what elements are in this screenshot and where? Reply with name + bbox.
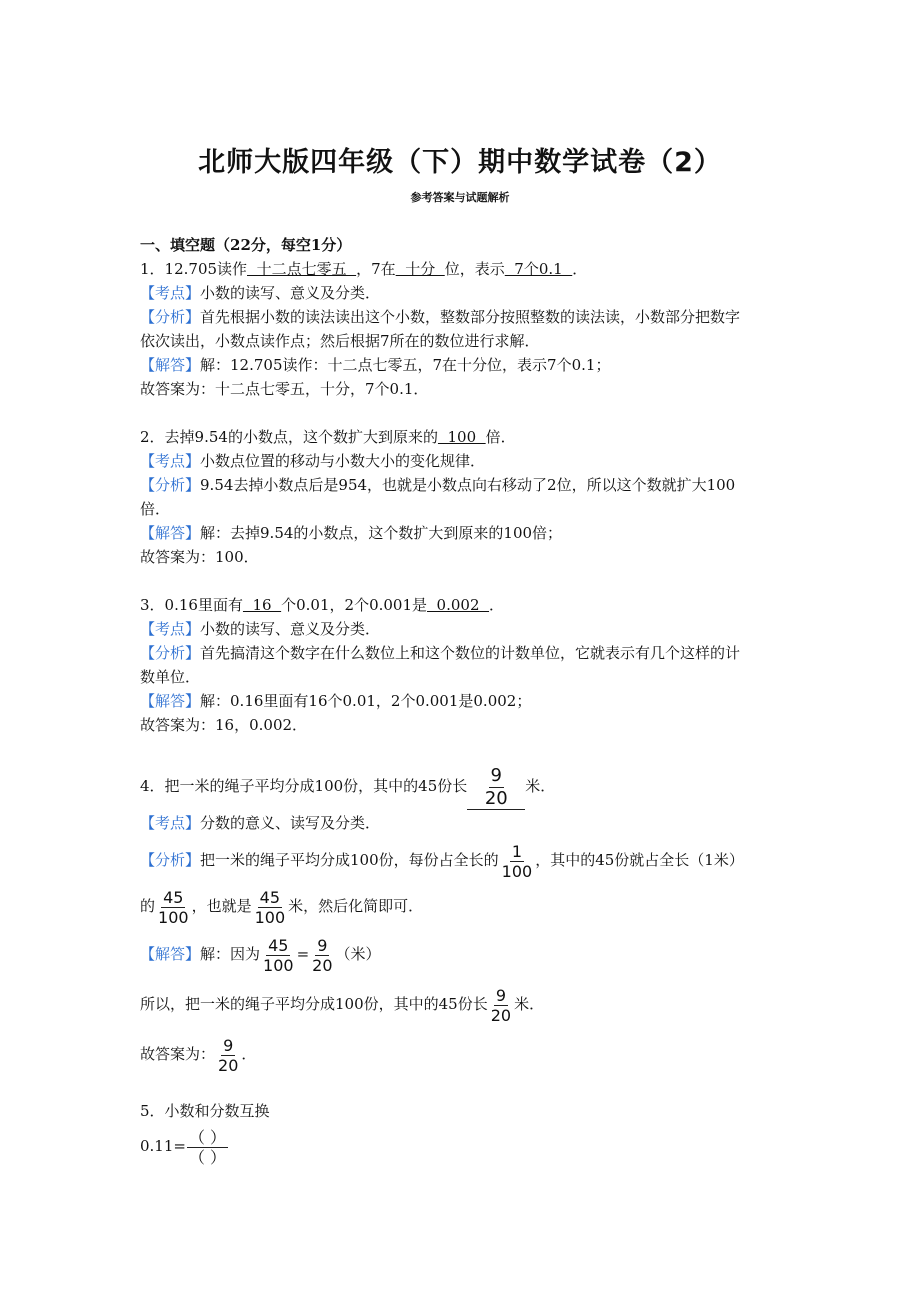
kaodian-line: 【考点】小数的读写、意义及分类． <box>140 620 381 638</box>
fraction: $\frac{9}{20}$ <box>490 985 512 1025</box>
fenxi-line: 【分析】9.54去掉小数点后是954，也就是小数点向右移动了2位，所以这个数就扩大100 <box>140 476 736 494</box>
fenxi-tag: 【分析】 <box>140 308 201 326</box>
fenxi-line: 【分析】首先搞清这个数字在什么数位上和这个数位的计数单位，它就表示有几个这样的计 <box>140 644 741 662</box>
jieda-line: 【解答】解：去掉9.54的小数点，这个数扩大到原来的100倍； <box>140 524 563 542</box>
jieda-tag: 【解答】 <box>140 356 201 374</box>
kaodian-tag: 【考点】 <box>140 452 201 470</box>
fraction: $\frac{45}{100}$ <box>254 887 286 927</box>
fraction: $\frac{9}{20}$ <box>218 1035 239 1075</box>
question-4: 4．把一米的绳子平均分成100份，其中的45份长 $\frac{9}{20}$ 米． <box>140 764 556 809</box>
jieda-tag: 【解答】 <box>140 524 201 542</box>
page-subtitle: 参考答案与试题解析 <box>410 191 510 204</box>
fenxi-line-cont: 倍． <box>140 500 171 518</box>
answer-blank <box>467 764 525 810</box>
kaodian-line: 【考点】分数的意义、读写及分类． <box>140 814 381 832</box>
kaodian-line: 【考点】小数的读写、意义及分类． <box>140 284 381 302</box>
answer-line: 故答案为： $\frac{9}{20}$ ． <box>140 1035 257 1075</box>
kaodian-tag: 【考点】 <box>140 284 201 302</box>
section-heading: 一、填空题（22分，每空1分） <box>140 236 352 254</box>
fraction: $\frac{45}{100}$ <box>263 935 294 975</box>
fenxi-line-cont: 数单位． <box>140 668 201 686</box>
fenxi-line: 【分析】把一米的绳子平均分成100份，每份占全长的 $\frac{1}{100}$ ，其中的45份就占全长（1米） <box>140 841 744 881</box>
answer-line: 故答案为：100． <box>140 548 259 566</box>
suoyi-line: 所以，把一米的绳子平均分成100份，其中的45份长 $\frac{9}{20}$ 米． <box>140 985 545 1025</box>
fraction: $\frac{9}{20}$ <box>484 764 508 809</box>
jieda-tag: 【解答】 <box>140 945 201 963</box>
conversion-line: 0.11= $\frac{( )}{( )}$ <box>140 1127 227 1167</box>
fraction: $\frac{9}{20}$ <box>312 935 333 975</box>
answer-blank: 0.002 <box>427 596 490 614</box>
jieda-tag: 【解答】 <box>140 692 201 710</box>
fenxi-tag: 【分析】 <box>140 476 201 494</box>
blank-fraction: $\frac{( )}{( )}$ <box>188 1127 227 1167</box>
fraction: $\frac{45}{100}$ <box>158 887 189 927</box>
jieda-line: 【解答】解：0.16里面有16个0.01，2个0.001是0.002； <box>140 692 532 710</box>
fenxi-line-cont: 的 $\frac{45}{100}$ ，也就是 $\frac{45}{100}$ 米，然后化简即可． <box>140 887 424 927</box>
fenxi-tag: 【分析】 <box>140 851 201 869</box>
fenxi-tag: 【分析】 <box>140 644 201 662</box>
page-title: 北师大版四年级（下）期中数学试卷（2） <box>198 147 722 178</box>
answer-line: 故答案为：十二点七零五，十分，7个0.1． <box>140 380 429 398</box>
question-1: 1．12.705读作 十二点七零五 ，7在 十分 位，表示 7个0.1 ． <box>140 260 588 278</box>
answer-blank: 十分 <box>395 260 445 278</box>
kaodian-tag: 【考点】 <box>140 620 201 638</box>
question-2: 2．去掉9.54的小数点，这个数扩大到原来的 100 倍． <box>140 428 516 446</box>
answer-blank: 100 <box>437 428 486 446</box>
fraction: $\frac{1}{100}$ <box>501 841 533 881</box>
fenxi-line: 【分析】首先根据小数的读法读出这个小数，整数部分按照整数的读法读，小数部分把数字 <box>140 308 741 326</box>
jieda-line: 【解答】解：因为 $\frac{45}{100}$ = $\frac{9}{20}$ （米） <box>140 935 381 975</box>
question-5: 5．小数和分数互换 <box>140 1102 270 1120</box>
answer-blank: 7个0.1 <box>504 260 573 278</box>
question-3: 3．0.16里面有 16 个0.01，2个0.001是 0.002 ． <box>140 596 505 614</box>
kaodian-line: 【考点】小数点位置的移动与小数大小的变化规律． <box>140 452 486 470</box>
answer-blank: 十二点七零五 <box>247 260 357 278</box>
jieda-line: 【解答】解：12.705读作：十二点七零五，7在十分位，表示7个0.1； <box>140 356 611 374</box>
kaodian-tag: 【考点】 <box>140 814 201 832</box>
answer-line: 故答案为：16，0.002． <box>140 716 308 734</box>
fenxi-line-cont: 依次读出，小数点读作点；然后根据7所在的数位进行求解． <box>140 332 540 350</box>
answer-blank: 16 <box>242 596 282 614</box>
